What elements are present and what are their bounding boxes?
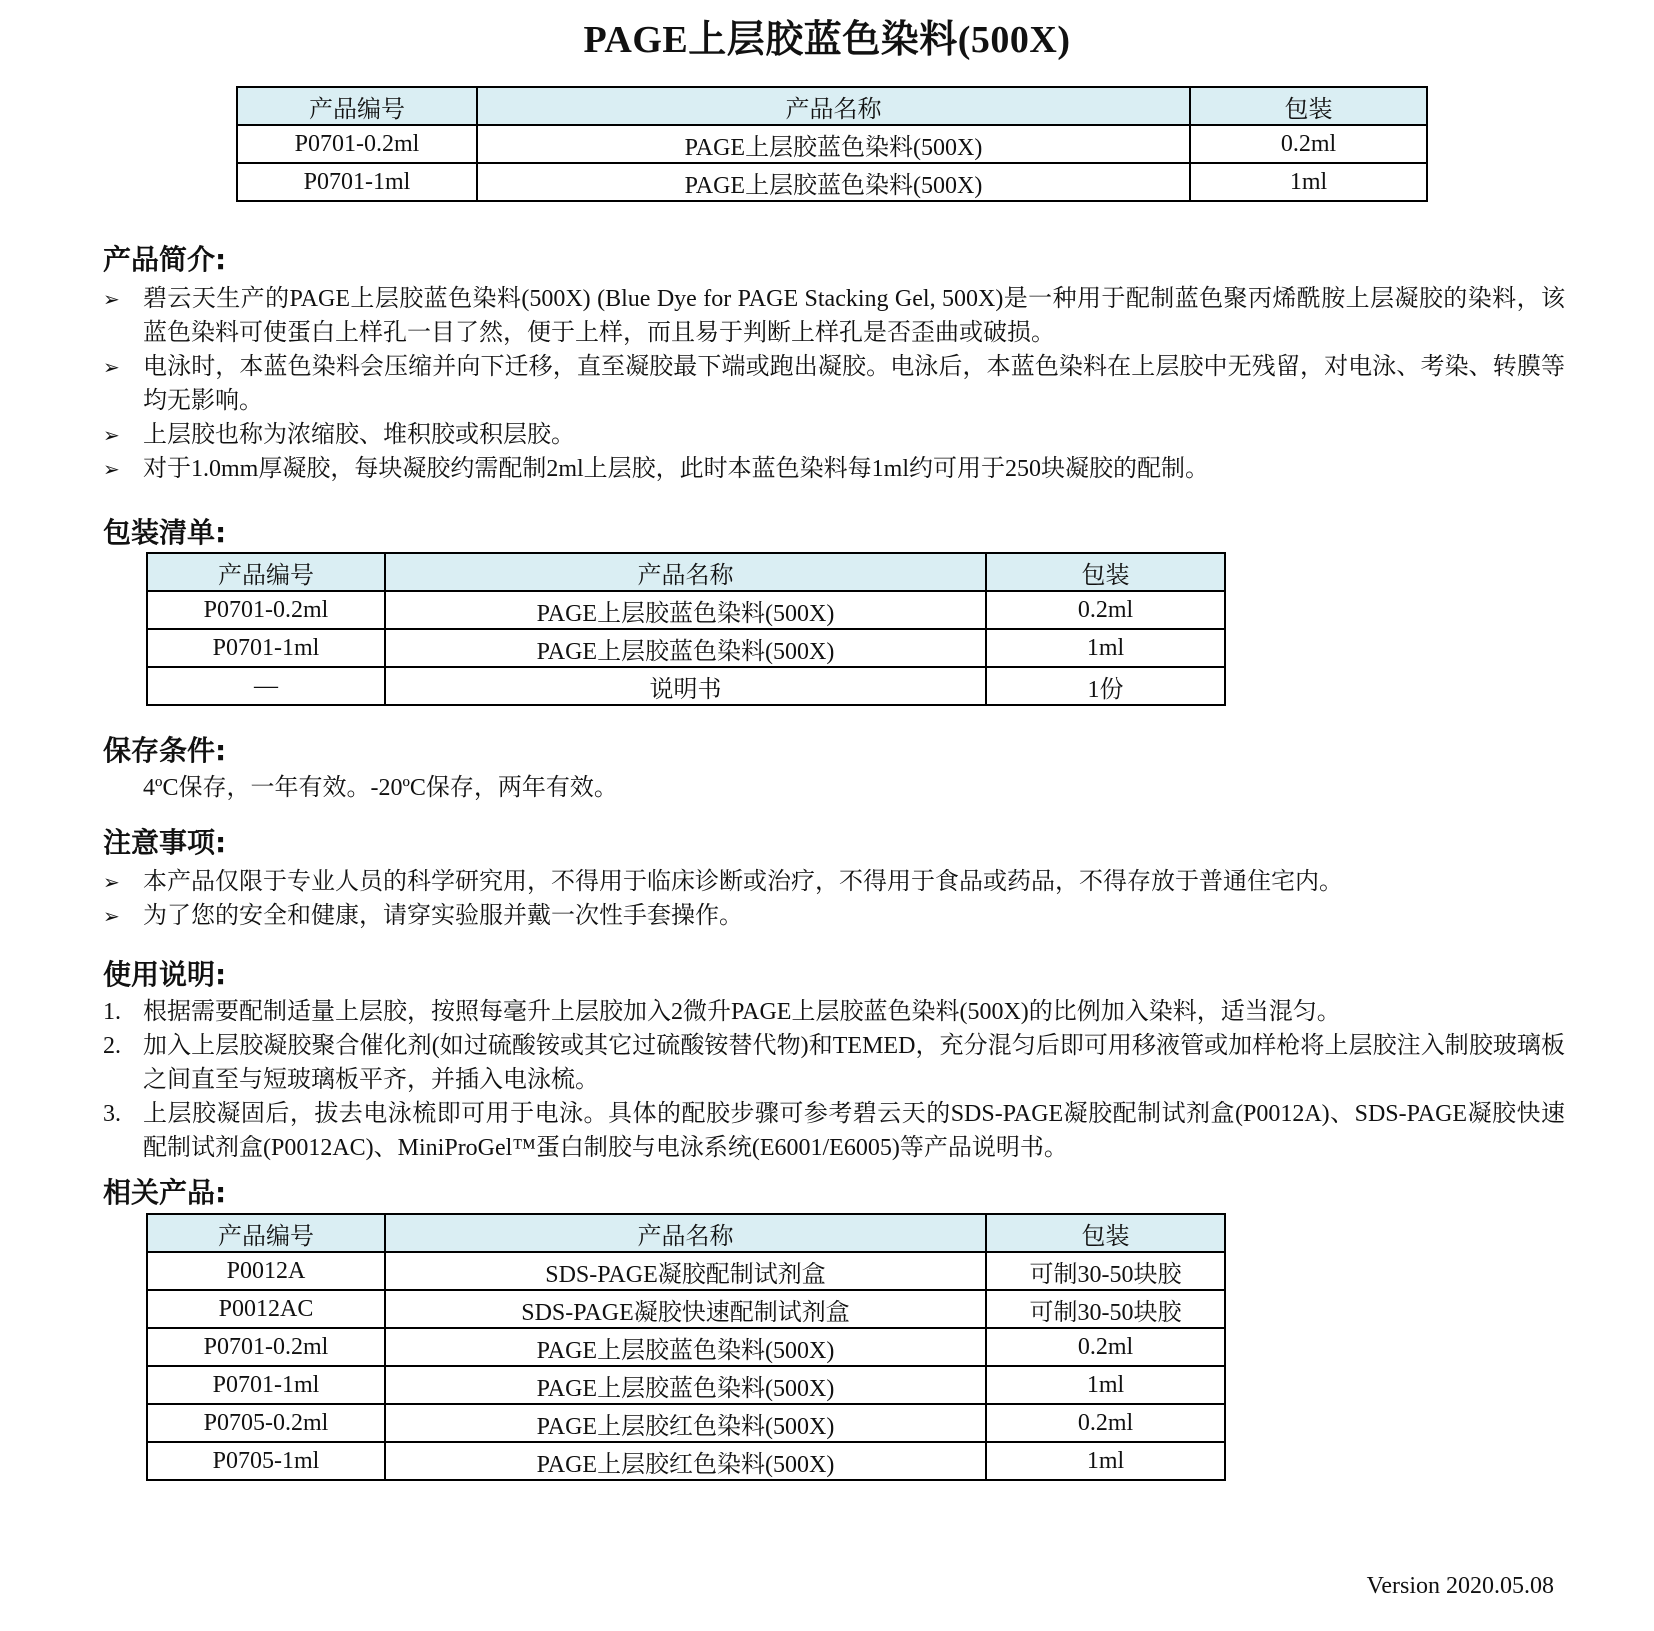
table-row xyxy=(147,1252,1225,1290)
arrow-bullet-icon: ➢ xyxy=(103,355,120,379)
table-header-row xyxy=(147,1214,1225,1252)
cell-product-name: SDS-PAGE凝胶快速配制试剂盒 xyxy=(385,1290,986,1328)
header-product-name: 产品名称 xyxy=(385,553,986,591)
header-package: 包装 xyxy=(986,1214,1225,1252)
header-package: 包装 xyxy=(1190,87,1427,125)
packing-table xyxy=(146,552,1226,706)
list-item xyxy=(103,1097,1565,1165)
list-item xyxy=(103,418,1565,452)
cell-product-name: PAGE上层胶红色染料(500X) xyxy=(385,1442,986,1480)
table-row xyxy=(147,1328,1225,1366)
cell-product-code: P0701-1ml xyxy=(237,163,477,201)
intro-list xyxy=(103,282,1565,486)
header-package: 包装 xyxy=(986,553,1225,591)
related-table xyxy=(146,1213,1226,1481)
header-product-name: 产品名称 xyxy=(477,87,1190,125)
header-product-name: 产品名称 xyxy=(385,1214,986,1252)
table-row xyxy=(147,1290,1225,1328)
product-table xyxy=(236,86,1428,202)
table-row xyxy=(147,667,1225,705)
intro-item-text: 电泳时，本蓝色染料会压缩并向下迁移，直至凝胶最下端或跑出凝胶。电泳后，本蓝色染料在上层胶中无残留，对电泳、考染、转膜等均无影响。 xyxy=(143,354,1565,414)
notes-heading: 注意事项: xyxy=(103,826,227,859)
usage-heading: 使用说明: xyxy=(103,958,227,991)
intro-item-text: 对于1.0mm厚凝胶，每块凝胶约需配制2ml上层胶，此时本蓝色染料每1ml约可用于250块凝胶的配制。 xyxy=(143,456,1210,482)
cell-product-code: P0701-1ml xyxy=(147,1366,385,1404)
table-row xyxy=(237,125,1427,163)
intro-heading: 产品简介: xyxy=(103,243,227,276)
table-row xyxy=(147,1404,1225,1442)
cell-product-code: P0701-0.2ml xyxy=(147,591,385,629)
usage-item-text: 上层胶凝固后，拔去电泳梳即可用于电泳。具体的配胶步骤可参考碧云天的SDS-PAGE凝胶配制试剂盒(P0012A)、SDS-PAGE凝胶快速配制试剂盒(P0012AC)、MiniProGel™蛋白制胶与电泳系统(E6001/E6005)等产品说明书。 xyxy=(143,1101,1565,1161)
related-heading: 相关产品: xyxy=(103,1176,227,1209)
cell-product-code: P0705-0.2ml xyxy=(147,1404,385,1442)
cell-product-name: PAGE上层胶蓝色染料(500X) xyxy=(385,1366,986,1404)
cell-package: 1份 xyxy=(986,667,1225,705)
cell-product-code: P0012A xyxy=(147,1252,385,1290)
cell-product-name: PAGE上层胶蓝色染料(500X) xyxy=(385,629,986,667)
usage-item-text: 加入上层胶凝胶聚合催化剂(如过硫酸铵或其它过硫酸铵替代物)和TEMED，充分混匀后即可用移液管或加样枪将上层胶注入制胶玻璃板之间直至与短玻璃板平齐，并插入电泳梳。 xyxy=(143,1033,1565,1093)
cell-product-name: PAGE上层胶蓝色染料(500X) xyxy=(477,163,1190,201)
table-row xyxy=(147,591,1225,629)
cell-package: 0.2ml xyxy=(986,1404,1225,1442)
list-item xyxy=(103,899,1565,933)
step-number: 3. xyxy=(103,1101,121,1127)
cell-package: 可制30-50块胶 xyxy=(986,1252,1225,1290)
cell-product-name: PAGE上层胶蓝色染料(500X) xyxy=(385,591,986,629)
cell-package: 1ml xyxy=(986,1442,1225,1480)
cell-product-name: PAGE上层胶红色染料(500X) xyxy=(385,1404,986,1442)
usage-list xyxy=(103,995,1565,1165)
packing-heading: 包装清单: xyxy=(103,516,227,549)
cell-package: 可制30-50块胶 xyxy=(986,1290,1225,1328)
cell-product-name: PAGE上层胶蓝色染料(500X) xyxy=(385,1328,986,1366)
usage-item-text: 根据需要配制适量上层胶，按照每毫升上层胶加入2微升PAGE上层胶蓝色染料(500X)的比例加入染料，适当混匀。 xyxy=(143,999,1341,1025)
cell-package: 0.2ml xyxy=(986,591,1225,629)
header-product-code: 产品编号 xyxy=(237,87,477,125)
header-product-code: 产品编号 xyxy=(147,1214,385,1252)
intro-item-text: 上层胶也称为浓缩胶、堆积胶或积层胶。 xyxy=(143,422,575,448)
notes-item-text: 为了您的安全和健康，请穿实验服并戴一次性手套操作。 xyxy=(143,903,743,929)
arrow-bullet-icon: ➢ xyxy=(103,287,120,311)
notes-item-text: 本产品仅限于专业人员的科学研究用，不得用于临床诊断或治疗，不得用于食品或药品，不得存放于普通住宅内。 xyxy=(143,869,1343,895)
arrow-bullet-icon: ➢ xyxy=(103,904,120,928)
list-item xyxy=(103,995,1565,1029)
storage-line: 4ºC保存，一年有效。-20ºC保存，两年有效。 xyxy=(143,775,618,801)
cell-package: 1ml xyxy=(986,629,1225,667)
cell-package: 0.2ml xyxy=(986,1328,1225,1366)
notes-list xyxy=(103,865,1565,933)
cell-product-name: SDS-PAGE凝胶配制试剂盒 xyxy=(385,1252,986,1290)
cell-package: 1ml xyxy=(986,1366,1225,1404)
storage-text xyxy=(103,771,1565,805)
step-number: 1. xyxy=(103,999,121,1025)
page-title: PAGE上层胶蓝色染料(500X) xyxy=(583,19,1071,61)
storage-heading: 保存条件: xyxy=(103,734,227,767)
cell-product-name: PAGE上层胶蓝色染料(500X) xyxy=(477,125,1190,163)
cell-package: 1ml xyxy=(1190,163,1427,201)
table-row xyxy=(147,1366,1225,1404)
cell-package: 0.2ml xyxy=(1190,125,1427,163)
list-item xyxy=(103,1029,1565,1097)
list-item xyxy=(103,865,1565,899)
list-item xyxy=(103,452,1565,486)
table-header-row xyxy=(147,553,1225,591)
list-item xyxy=(103,350,1565,418)
intro-item-text: 碧云天生产的PAGE上层胶蓝色染料(500X) (Blue Dye for PAGE Stacking Gel, 500X)是一种用于配制蓝色聚丙烯酰胺上层凝胶的染料，该蓝色染料可使蛋白上样孔一目了然，便于上样，而且易于判断上样孔是否歪曲或破损。 xyxy=(143,286,1565,346)
version-label: Version 2020.05.08 xyxy=(1366,1573,1554,1599)
cell-product-code: P0701-0.2ml xyxy=(147,1328,385,1366)
cell-product-name: 说明书 xyxy=(385,667,986,705)
cell-product-code: P0705-1ml xyxy=(147,1442,385,1480)
cell-product-code: — xyxy=(147,667,385,705)
step-number: 2. xyxy=(103,1033,121,1059)
arrow-bullet-icon: ➢ xyxy=(103,423,120,447)
list-item xyxy=(103,282,1565,350)
arrow-bullet-icon: ➢ xyxy=(103,870,120,894)
cell-product-code: P0701-0.2ml xyxy=(237,125,477,163)
arrow-bullet-icon: ➢ xyxy=(103,457,120,481)
header-product-code: 产品编号 xyxy=(147,553,385,591)
table-row xyxy=(147,629,1225,667)
table-row xyxy=(237,163,1427,201)
table-header-row xyxy=(237,87,1427,125)
table-row xyxy=(147,1442,1225,1480)
cell-product-code: P0012AC xyxy=(147,1290,385,1328)
cell-product-code: P0701-1ml xyxy=(147,629,385,667)
